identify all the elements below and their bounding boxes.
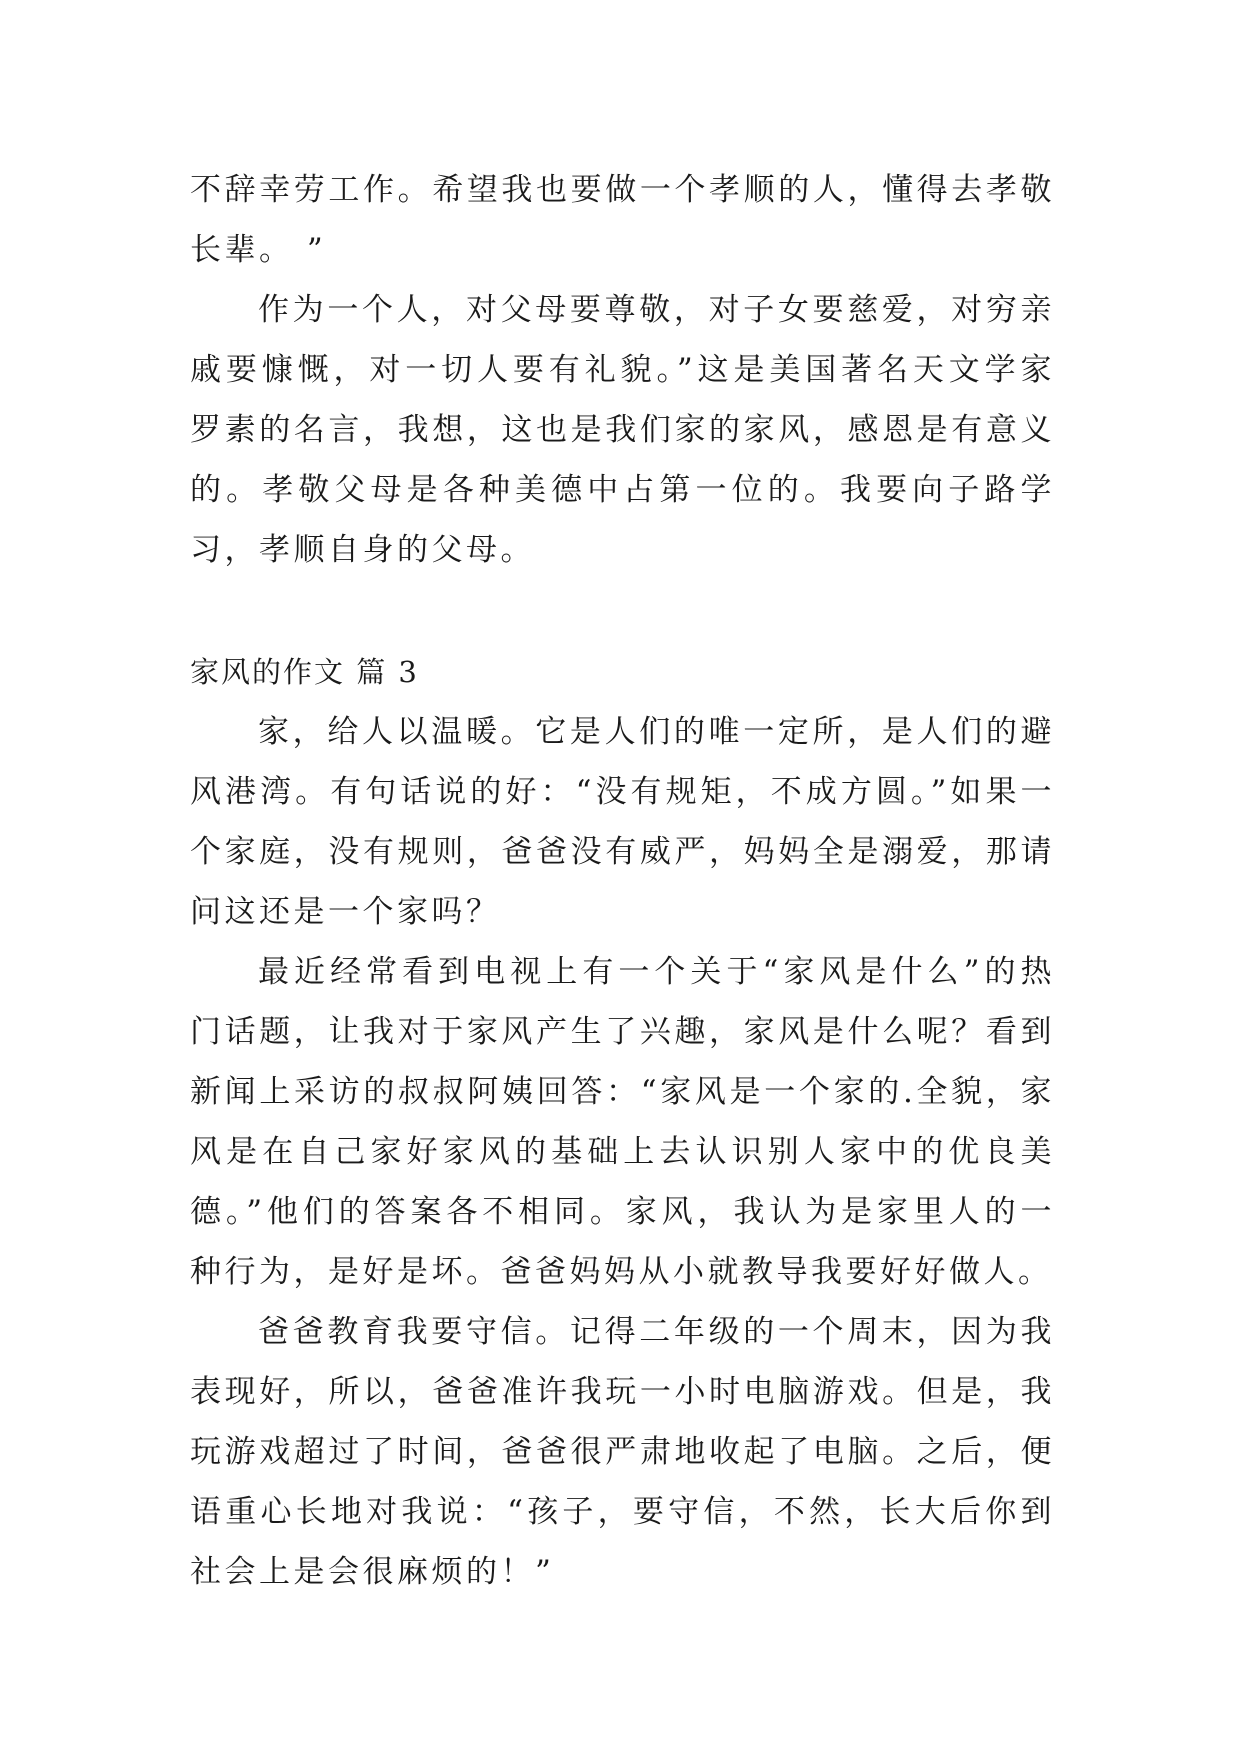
paragraph-quote-russell: 作为一个人，对父母要尊敬，对子女要慈爱，对穷亲戚要慷慨，对一切人要有礼貌。”这是美国著名天文学家罗素的名言，我想，这也是我们家的家风，感恩是有意义的。孝敬父母是各种美德中占第一位的。我要向子路学习，孝顺自身的父母。 xyxy=(190,292,1055,568)
document-body xyxy=(190,160,1055,1602)
section-title: 家风的作文 篇 3 xyxy=(190,655,419,689)
paragraph-keep-promise: 爸爸教育我要守信。记得二年级的一个周末，因为我表现好，所以，爸爸准许我玩一小时电脑游戏。但是，我玩游戏超过了时间，爸爸很严肃地收起了电脑。之后，便语重心长地对我说：“孩子，要守信，不然，长大后你到社会上是会很麻烦的！” xyxy=(190,1314,1055,1590)
paragraph-family-tradition: 最近经常看到电视上有一个关于“家风是什么”的热门话题，让我对于家风产生了兴趣，家风是什么呢？看到新闻上采访的叔叔阿姨回答：“家风是一个家的.全貌，家风是在自己家好家风的基础上去认识别人家中的优良美德。”他们的答案各不相同。家风，我认为是家里人的一种行为，是好是坏。爸爸妈妈从小就教导我要好好做人。 xyxy=(190,954,1055,1290)
paragraph-home-warmth: 家，给人以温暖。它是人们的唯一定所，是人们的避风港湾。有句话说的好：“没有规矩，不成方圆。”如果一个家庭，没有规则，爸爸没有威严，妈妈全是溺爱，那请问这还是一个家吗？ xyxy=(190,714,1055,930)
section-gap xyxy=(190,580,1055,642)
paragraph-continuation: 不辞幸劳工作。希望我也要做一个孝顺的人，懂得去孝敬长辈。 ” xyxy=(190,172,1055,268)
